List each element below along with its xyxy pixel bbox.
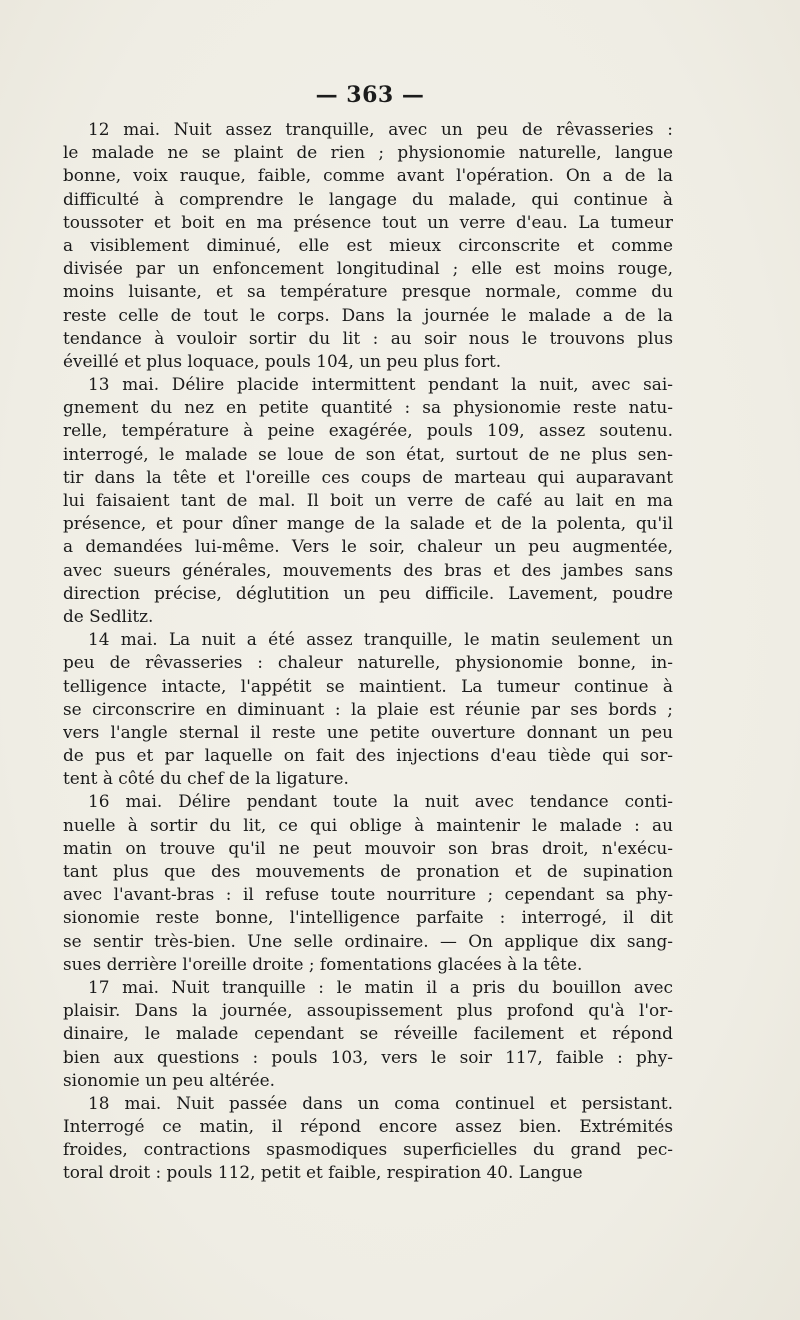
text-line: de pus et par laquelle on fait des injections d'eau tiède qui sor- (63, 745, 673, 766)
paragraph-first-line: 13 mai. Délire placide intermittent pendant la nuit, avec sai- (88, 374, 673, 395)
text-line: vers l'angle sternal il reste une petite ouverture donnant un peu (63, 721, 673, 742)
text-line: peu de rêvasseries : chaleur naturelle, physionomie bonne, in- (63, 652, 673, 673)
body-text (63, 118, 673, 1185)
text-line: direction précise, déglutition un peu difficile. Lavement, poudre (63, 582, 673, 603)
text-line: toussoter et boit en ma présence tout un verre d'eau. La tumeur (63, 211, 673, 232)
text-line: relle, température à peine exagérée, pouls 109, assez soutenu. (63, 420, 673, 441)
text-line: bien aux questions : pouls 103, vers le soir 117, faible : phy- (63, 1046, 673, 1067)
paragraph-first-line: 16 mai. Délire pendant toute la nuit avec tendance conti- (88, 791, 673, 812)
text-line: sionomie un peu altérée. (63, 1069, 275, 1090)
text-line: interrogé, le malade se loue de son état, surtout de ne plus sen- (63, 443, 673, 464)
text-line: a demandées lui-même. Vers le soir, chaleur un peu augmentée, (63, 536, 673, 557)
text-line: reste celle de tout le corps. Dans la journée le malade a de la (63, 304, 673, 325)
text-line: avec l'avant-bras : il refuse toute nourriture ; cependant sa phy- (63, 884, 673, 905)
text-line: difficulté à comprendre le langage du malade, qui continue à (63, 188, 673, 209)
text-line: matin on trouve qu'il ne peut mouvoir son bras droit, n'exécu- (63, 837, 673, 858)
text-line: se circonscrire en diminuant : la plaie est réunie par ses bords ; (63, 698, 673, 719)
text-line: le malade ne se plaint de rien ; physionomie naturelle, langue (63, 142, 673, 163)
paragraph-first-line: 14 mai. La nuit a été assez tranquille, le matin seulement un (88, 629, 673, 650)
text-line: tent à côté du chef de la ligature. (63, 768, 349, 789)
text-line: tant plus que des mouvements de pronation et de supination (63, 861, 673, 881)
text-line: bonne, voix rauque, faible, comme avant l'opération. On a de la (63, 165, 673, 186)
text-line: divisée par un enfoncement longitudinal ; elle est moins rouge, (63, 258, 673, 279)
paragraph-first-line: 17 mai. Nuit tranquille : le matin il a pris du bouillon avec (88, 976, 673, 997)
paragraph-first-line: 18 mai. Nuit passée dans un coma continuel et persistant. (88, 1092, 673, 1113)
page-number: — 363 — (315, 82, 425, 108)
text-line: présence, et pour dîner mange de la salade et de la polenta, qu'il (63, 513, 673, 534)
text-line: dinaire, le malade cependant se réveille facilement et répond (63, 1023, 673, 1044)
text-line: gnement du nez en petite quantité : sa physionomie reste natu- (63, 397, 673, 418)
text-line: froides, contractions spasmodiques superficielles du grand pec- (63, 1139, 673, 1160)
text-line: Interrogé ce matin, il répond encore assez bien. Extrémités (63, 1116, 673, 1137)
text-line: telligence intacte, l'appétit se maintient. La tumeur continue à (63, 675, 673, 696)
text-line: tir dans la tête et l'oreille ces coups de marteau qui auparavant (63, 466, 673, 487)
text-line: a visiblement diminué, elle est mieux circonscrite et comme (63, 234, 673, 255)
text-line: nuelle à sortir du lit, ce qui oblige à maintenir le malade : au (63, 814, 673, 835)
text-line: tendance à vouloir sortir du lit : au soir nous le trouvons plus (63, 327, 673, 348)
text-line: toral droit : pouls 112, petit et faible, respiration 40. Langue (63, 1162, 583, 1183)
text-line: de Sedlitz. (63, 605, 154, 626)
paragraph-first-line: 12 mai. Nuit assez tranquille, avec un peu de rêvasseries : (88, 119, 673, 139)
text-line: sionomie reste bonne, l'intelligence parfaite : interrogé, il dit (63, 907, 673, 928)
text-line: moins luisante, et sa température presque normale, comme du (63, 281, 673, 302)
text-line: avec sueurs générales, mouvements des bras et des jambes sans (63, 559, 673, 580)
text-line: lui faisaient tant de mal. Il boit un verre de café au lait en ma (63, 490, 673, 510)
text-line: éveillé et plus loquace, pouls 104, un peu plus fort. (63, 350, 502, 371)
text-line: se sentir très-bien. Une selle ordinaire. — On applique dix sang- (63, 930, 673, 951)
text-line: sues derrière l'oreille droite ; fomentations glacées à la tête. (63, 953, 583, 974)
text-line: plaisir. Dans la journée, assoupissement plus profond qu'à l'or- (63, 1000, 673, 1021)
